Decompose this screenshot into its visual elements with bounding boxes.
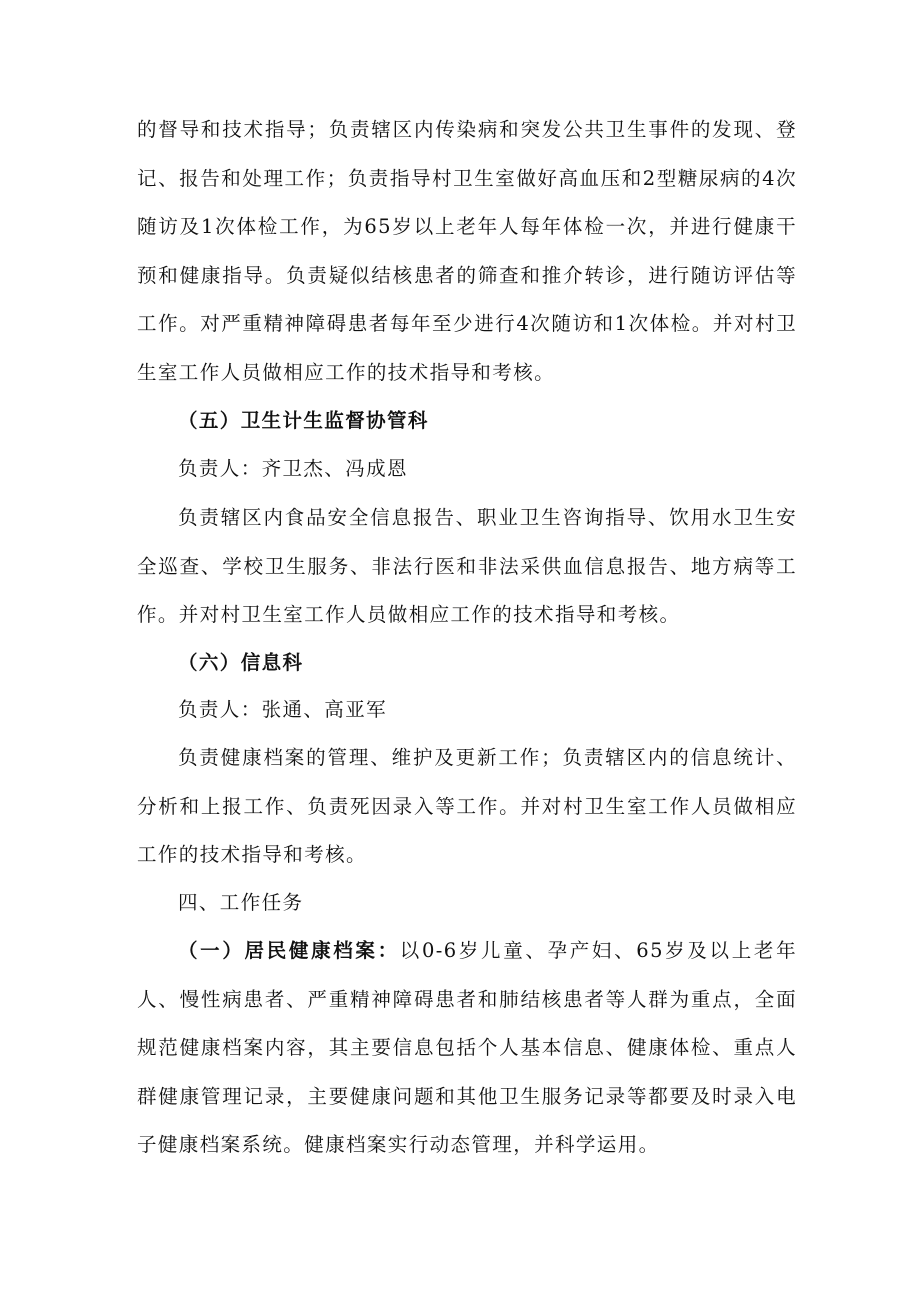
continued-paragraph: 的督导和技术指导；负责辖区内传染病和突发公共卫生事件的发现、登记、报告和处理工作；负责指导村卫生室做好高血压和2型糖尿病的4次随访及1次体检工作，为65岁以上老年人每年体检一次，并进行健康干预和健康指导。负责疑似结核患者的筛查和推介转诊，进行随访评估等工作。对严重精神障碍患者每年至少进行4次随访和1次体检。并对村卫生室工作人员做相应工作的技术指导和考核。 — [137, 118, 797, 384]
section-5-heading: （五）卫生计生监督协管科 — [178, 409, 429, 432]
section-6-heading: （六）信息科 — [178, 651, 304, 674]
section-5-body: 负责辖区内食品安全信息报告、职业卫生咨询指导、饮用水卫生安全巡查、学校卫生服务、非法行医和非法采供血信息报告、地方病等工作。并对村卫生室工作人员做相应工作的技术指导和考核。 — [137, 506, 797, 626]
task-1-lead: （一）居民健康档案： — [178, 939, 400, 962]
chapter-4-heading: 四、工作任务 — [178, 891, 304, 914]
section-6-body: 负责健康档案的管理、维护及更新工作；负责辖区内的信息统计、分析和上报工作、负责死因录入等工作。并对村卫生室工作人员做相应工作的技术指导和考核。 — [137, 746, 797, 866]
task-1-paragraph — [137, 927, 797, 1170]
task-1-body: 以0-6岁儿童、孕产妇、65岁及以上老年人、慢性病患者、严重精神障碍患者和肺结核患者等人群为重点，全面规范健康档案内容，其主要信息包括个人基本信息、健康体检、重点人群健康管理记录，主要健康问题和其他卫生服务记录等都要及时录入电子健康档案系统。健康档案实行动态管理，并科学运用。 — [137, 939, 797, 1156]
section-6-responsible: 负责人：张通、高亚军 — [178, 698, 388, 721]
section-5-responsible: 负责人：齐卫杰、冯成恩 — [178, 457, 408, 480]
